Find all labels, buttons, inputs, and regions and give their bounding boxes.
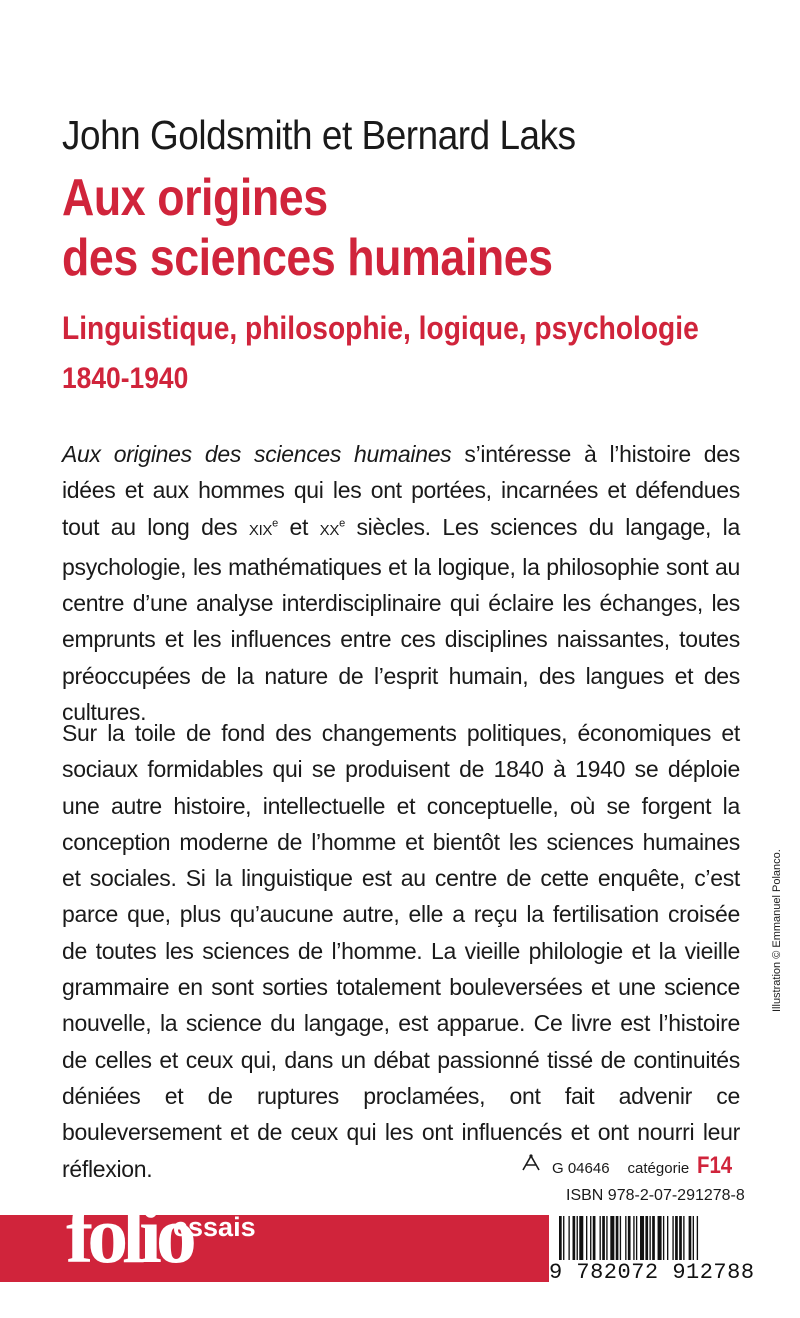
barcode-bar	[679, 1216, 682, 1262]
barcode-bar	[636, 1216, 637, 1262]
barcode-bar	[559, 1216, 562, 1262]
barcode-bar	[672, 1216, 673, 1262]
barcode-bar	[577, 1216, 578, 1262]
barcode-bar	[620, 1216, 621, 1262]
barcode-bar	[573, 1216, 576, 1262]
barcode-bar	[628, 1216, 631, 1262]
blurb-paragraph-2: Sur la toile de fond des changements politiques, économiques et sociaux formidables qui se produisent de 1840 à 1940 se déploie une autre histoire, intellectuelle et conceptuelle, où se forgent la conception moderne de l’homme et bientôt les sciences humaines et sociales. Si la linguistique est au centre de cette enquête, c’est parce que, plus qu’aucune autre, elle a reçu la fertilisation croisée de toutes les sciences de l’homme. La vieille philologie et la vieille grammaire en sont sorties totalement bouleversées et une science nouvelle, la science du langage, est apparue. Ce livre est l’histoire de celles et ceux qui, dans un débat passionné tissé de continuités déniées et de ruptures proclamées, ont fait advenir ce bouleversement et de ceux qui les ont influencés et ont nourri leur réflexion.	[62, 720, 740, 1182]
barcode-bar	[658, 1216, 662, 1262]
title-line-2: des sciences humaines	[62, 229, 553, 287]
folio-logo: folio	[66, 1189, 191, 1280]
barcode-bar	[697, 1216, 698, 1262]
blurb-paragraph-1	[62, 436, 740, 730]
barcode-bar	[652, 1216, 655, 1262]
century-19: XIX	[248, 521, 273, 539]
barcode-bar	[649, 1216, 650, 1262]
barcode-bar	[606, 1216, 607, 1262]
barcode-bar	[645, 1216, 648, 1262]
barcode-bar	[590, 1216, 591, 1262]
barcode-bar	[667, 1216, 668, 1262]
century-19-sup: e	[272, 516, 278, 529]
barcode-bar	[689, 1216, 692, 1262]
barcode-bar	[633, 1216, 634, 1262]
blurb-text-a: s’intéresse à l’histoire des idées et aux hommes qui les ont portées, incarnées et défendues tout au long des	[62, 441, 740, 540]
century-20-sup: e	[339, 516, 345, 529]
barcode-bars	[549, 1212, 762, 1262]
barcode-bar	[600, 1216, 601, 1262]
book-title	[62, 168, 553, 288]
isbn: ISBN 978-2-07-291278-8	[566, 1187, 745, 1204]
barcode-bar	[579, 1216, 583, 1262]
category-label: catégorie	[627, 1160, 690, 1177]
blurb-text-b: et	[277, 513, 320, 540]
barcode-bar	[593, 1216, 596, 1262]
barcode-bar	[602, 1216, 605, 1262]
barcode-number: 9 782072 912788	[549, 1260, 762, 1286]
essais-label: essais	[173, 1212, 256, 1242]
book-dates: 1840-1940	[62, 362, 189, 395]
barcode-bar	[625, 1216, 626, 1262]
category-code: F14	[697, 1152, 733, 1179]
gallimard-logo-icon	[520, 1153, 542, 1178]
barcode-bar	[683, 1216, 684, 1262]
barcode-bar	[663, 1216, 664, 1262]
blurb-italic-title: Aux origines des sciences humaines	[62, 441, 452, 467]
illustration-credit: Illustration © Emmanuel Polanco.	[771, 849, 783, 1012]
barcode-bar	[675, 1216, 678, 1262]
century-20: XX	[319, 521, 340, 539]
barcode-bar	[640, 1216, 644, 1262]
blurb-text-c: siècles. Les sciences du langage, la psychologie, les mathématiques et la logique, la philosophie sont au centre d’une analyse interdisciplinaire qui éclaire les échanges, les emprunts et les influences entre ces disciplines naissantes, toutes préoccupées de la nature de l’esprit humain, des langues et des cultures.	[62, 513, 740, 726]
barcode-bar	[693, 1216, 694, 1262]
g-code: G 04646	[552, 1160, 610, 1177]
barcode-bar	[568, 1216, 569, 1262]
authors: John Goldsmith et Bernard Laks	[62, 112, 576, 158]
title-line-1: Aux origines	[62, 169, 328, 227]
book-subtitle: Linguistique, philosophie, logique, psychologie	[62, 310, 699, 346]
catalog-codes	[520, 1152, 739, 1180]
barcode-bar	[586, 1216, 587, 1262]
barcode-bar	[610, 1216, 614, 1262]
barcode-bar	[563, 1216, 564, 1262]
barcode-bar	[616, 1216, 619, 1262]
